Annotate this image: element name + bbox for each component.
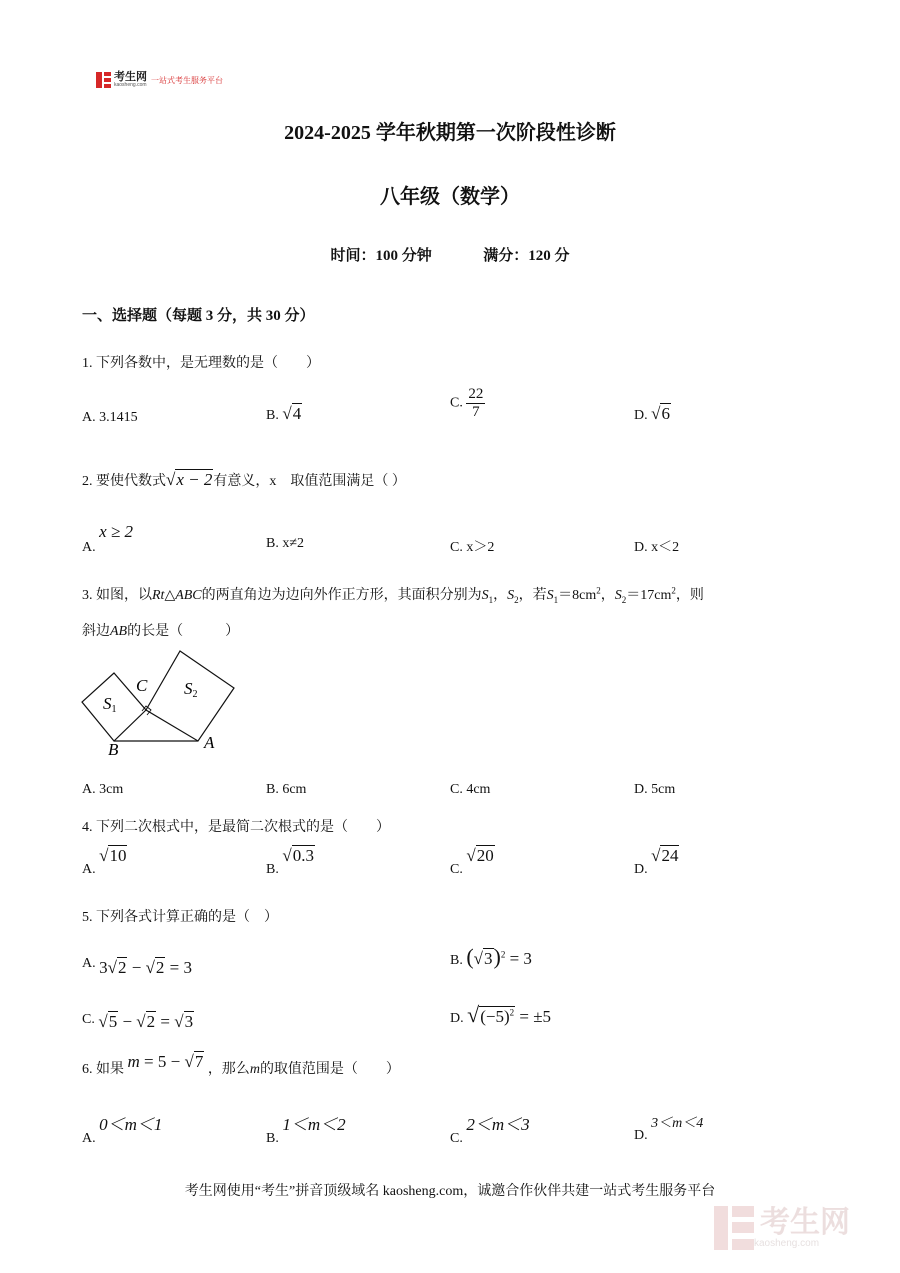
q3-option-d: D. 5cm <box>634 782 676 797</box>
q3-option-b: B. 6cm <box>266 782 307 797</box>
logo-icon <box>96 72 111 88</box>
q1-option-a: A. 3.1415 <box>82 410 138 425</box>
label-s1: S1 <box>103 694 117 715</box>
q1-option-b: B. √4 <box>266 404 302 423</box>
question-6-stem: 6. 如果 m = 5 − √7 ，那么m的取值范围是（ ） <box>82 1052 400 1077</box>
exam-info <box>0 244 900 265</box>
question-5-stem: 5. 下列各式计算正确的是（ ） <box>82 910 278 925</box>
question-3-line-2: 斜边AB的长是（ ） <box>82 624 240 639</box>
q5-option-d: D. $√(-5)^2 = \pm 5$ <box>450 1002 552 1027</box>
q2-option-c: C. x＞2 <box>450 540 495 555</box>
question-2-stem: 2. 要使代数式√x − 2有意义，x 取值范围满足（ ） <box>82 470 406 489</box>
label-a: A <box>204 733 215 752</box>
exam-score: 满分：120 分 <box>483 248 570 264</box>
logo-domain: kaosheng.com <box>114 82 147 88</box>
label-b: B <box>108 740 119 759</box>
q6-option-d: D. 3＜m＜4 <box>634 1116 704 1143</box>
logo-slogan: 一站式考生服务平台 <box>151 75 223 85</box>
q4-option-a: A. √10 <box>82 846 127 877</box>
q3-figure <box>78 648 240 764</box>
page-footer: 考生网使用“考生”拼音顶级域名 kaosheng.com，诚邀合作伙伴共建一站式考生服务平台 <box>184 1184 716 1199</box>
q1-option-d: D. √6 <box>634 404 670 423</box>
q5-option-a: A. 3√2 − √2 = 3 <box>82 956 192 977</box>
question-4-stem: 4. 下列二次根式中，是最简二次根式的是（ ） <box>82 820 390 835</box>
section-heading: 一、选择题（每题 3 分，共 30 分） <box>82 308 315 324</box>
watermark-name: 考生网 <box>760 1205 850 1239</box>
watermark-icon <box>714 1206 754 1250</box>
q2-option-d: D. x＜2 <box>634 540 680 555</box>
q4-option-b: B. √0.3 <box>266 846 314 877</box>
question-3-line-1: 3. 如图，以Rt△ABC的两直角边为边向外作正方形，其面积分别为$S_1$，$S_2$，若$S_1=8cm^2$，$S_2=17cm^2$，则 <box>82 585 704 605</box>
question-1-stem: 1. 下列各数中，是无理数的是（ ） <box>82 356 320 371</box>
q6-option-a: A. 0＜m＜1 <box>82 1115 163 1146</box>
exam-time: 时间：100 分钟 <box>330 248 432 264</box>
label-s2: S2 <box>184 679 198 700</box>
q6-option-b: B. 1＜m＜2 <box>266 1115 346 1146</box>
label-c: C <box>136 676 148 695</box>
q4-option-d: D. √24 <box>634 846 679 877</box>
exam-subtitle: 八年级（数学） <box>380 186 520 208</box>
q2-option-b: B. x≠2 <box>266 536 305 551</box>
logo-name: 考生网 <box>114 71 147 83</box>
exam-title: 2024-2025 学年秋期第一次阶段性诊断 <box>284 122 616 144</box>
q3-option-a: A. 3cm <box>82 782 124 797</box>
q1-option-c: C. $\frac{22}{7}$ <box>450 386 484 420</box>
q3-option-c: C. 4cm <box>450 782 491 797</box>
watermark-logo <box>714 1206 850 1250</box>
q4-option-c: C. √20 <box>450 846 494 877</box>
watermark-domain: kaosheng.com <box>754 1237 820 1249</box>
q5-option-b: B. $(√3)^2 = 3$ <box>450 944 532 969</box>
q6-option-c: C. 2＜m＜3 <box>450 1115 530 1146</box>
brand-logo <box>96 72 223 88</box>
q5-option-c: C. √5 − √2 = √3 <box>82 1012 194 1031</box>
q2-option-a: A. x ≥ 2 <box>82 522 134 555</box>
